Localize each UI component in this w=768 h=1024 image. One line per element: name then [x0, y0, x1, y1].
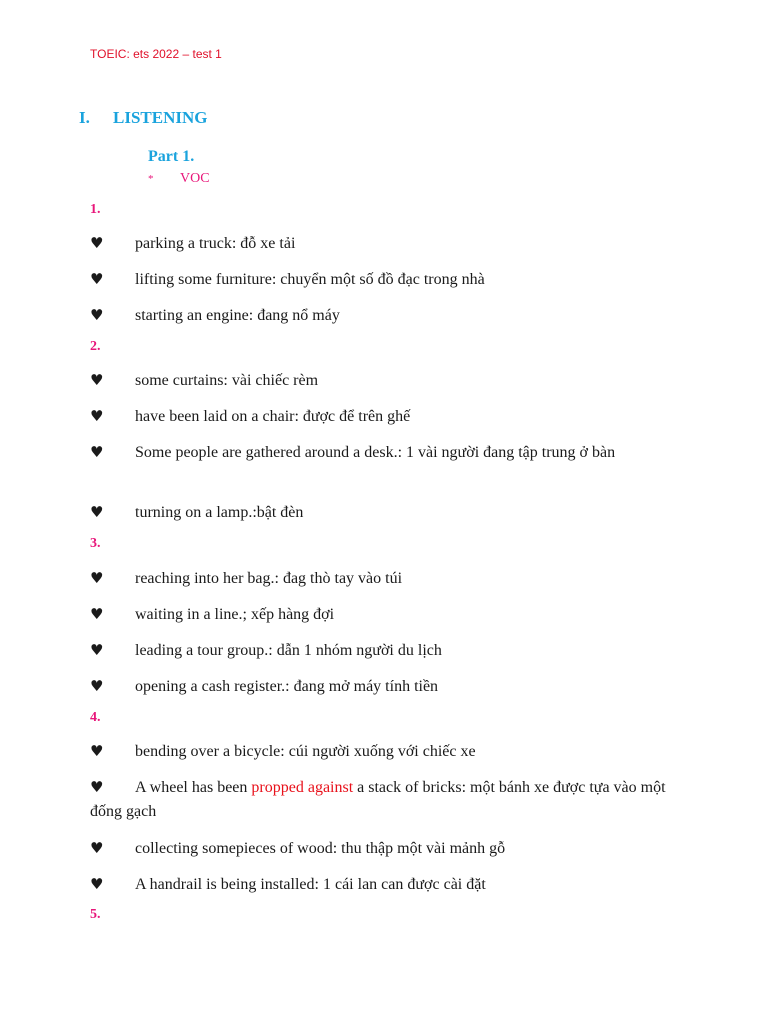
question-number-2: 2.	[90, 339, 101, 354]
section-number: I.	[79, 108, 90, 127]
list-item: ♥ starting an engine: đang nổ máy	[90, 303, 680, 328]
list-item: ♥ leading a tour group.: dẫn 1 nhóm người du lịch	[90, 638, 680, 663]
heart-icon: ♥	[90, 407, 104, 425]
heart-icon: ♥	[90, 443, 104, 461]
heart-icon: ♥	[90, 641, 104, 659]
list-item: ♥ A handrail is being installed: 1 cái lan can được cài đặt	[90, 872, 680, 897]
heart-icon: ♥	[90, 677, 104, 695]
document-header: TOEIC: ets 2022 – test 1	[90, 47, 222, 61]
list-item: ♥ collecting somepieces of wood: thu thập một vài mảnh gỗ	[90, 836, 680, 861]
list-item: ♥ some curtains: vài chiếc rèm	[90, 368, 680, 393]
list-item: ♥ turning on a lamp.:bật đèn	[90, 500, 680, 525]
section-heading	[79, 108, 207, 128]
list-item: ♥ opening a cash register.: đang mở máy tính tiền	[90, 674, 680, 699]
list-item: ♥ lifting some furniture: chuyển một số đồ đạc trong nhà	[90, 267, 680, 292]
heart-icon: ♥	[90, 503, 104, 521]
voc-bullet: *	[148, 173, 154, 185]
question-number-4: 4.	[90, 710, 101, 725]
heart-icon: ♥	[90, 839, 104, 857]
heart-icon: ♥	[90, 569, 104, 587]
voc-heading	[148, 171, 210, 187]
question-number-5: 5.	[90, 907, 101, 922]
voc-label: VOC	[180, 171, 210, 186]
heart-icon: ♥	[90, 742, 104, 760]
list-item: ♥ A wheel has been propped against a stack of bricks: một bánh xe được tựa vào một đống gạch	[90, 775, 680, 824]
highlighted-phrase: propped against	[251, 779, 354, 796]
part-heading: Part 1.	[148, 148, 195, 165]
heart-icon: ♥	[90, 234, 104, 252]
list-item: ♥ reaching into her bag.: đag thò tay vào túi	[90, 566, 680, 591]
list-item: ♥ parking a truck: đỗ xe tải	[90, 231, 680, 256]
heart-icon: ♥	[90, 306, 104, 324]
question-number-1: 1.	[90, 202, 101, 217]
list-item: ♥ have been laid on a chair: được để trên ghế	[90, 404, 680, 429]
heart-icon: ♥	[90, 778, 104, 796]
section-title: LISTENING	[113, 108, 208, 127]
heart-icon: ♥	[90, 371, 104, 389]
question-number-3: 3.	[90, 536, 101, 551]
list-item: ♥ Some people are gathered around a desk.: 1 vài người đang tập trung ở bàn	[90, 440, 680, 465]
heart-icon: ♥	[90, 270, 104, 288]
heart-icon: ♥	[90, 605, 104, 623]
list-item: ♥ bending over a bicycle: cúi người xuống với chiếc xe	[90, 739, 680, 764]
heart-icon: ♥	[90, 875, 104, 893]
list-item: ♥ waiting in a line.; xếp hàng đợi	[90, 602, 680, 627]
